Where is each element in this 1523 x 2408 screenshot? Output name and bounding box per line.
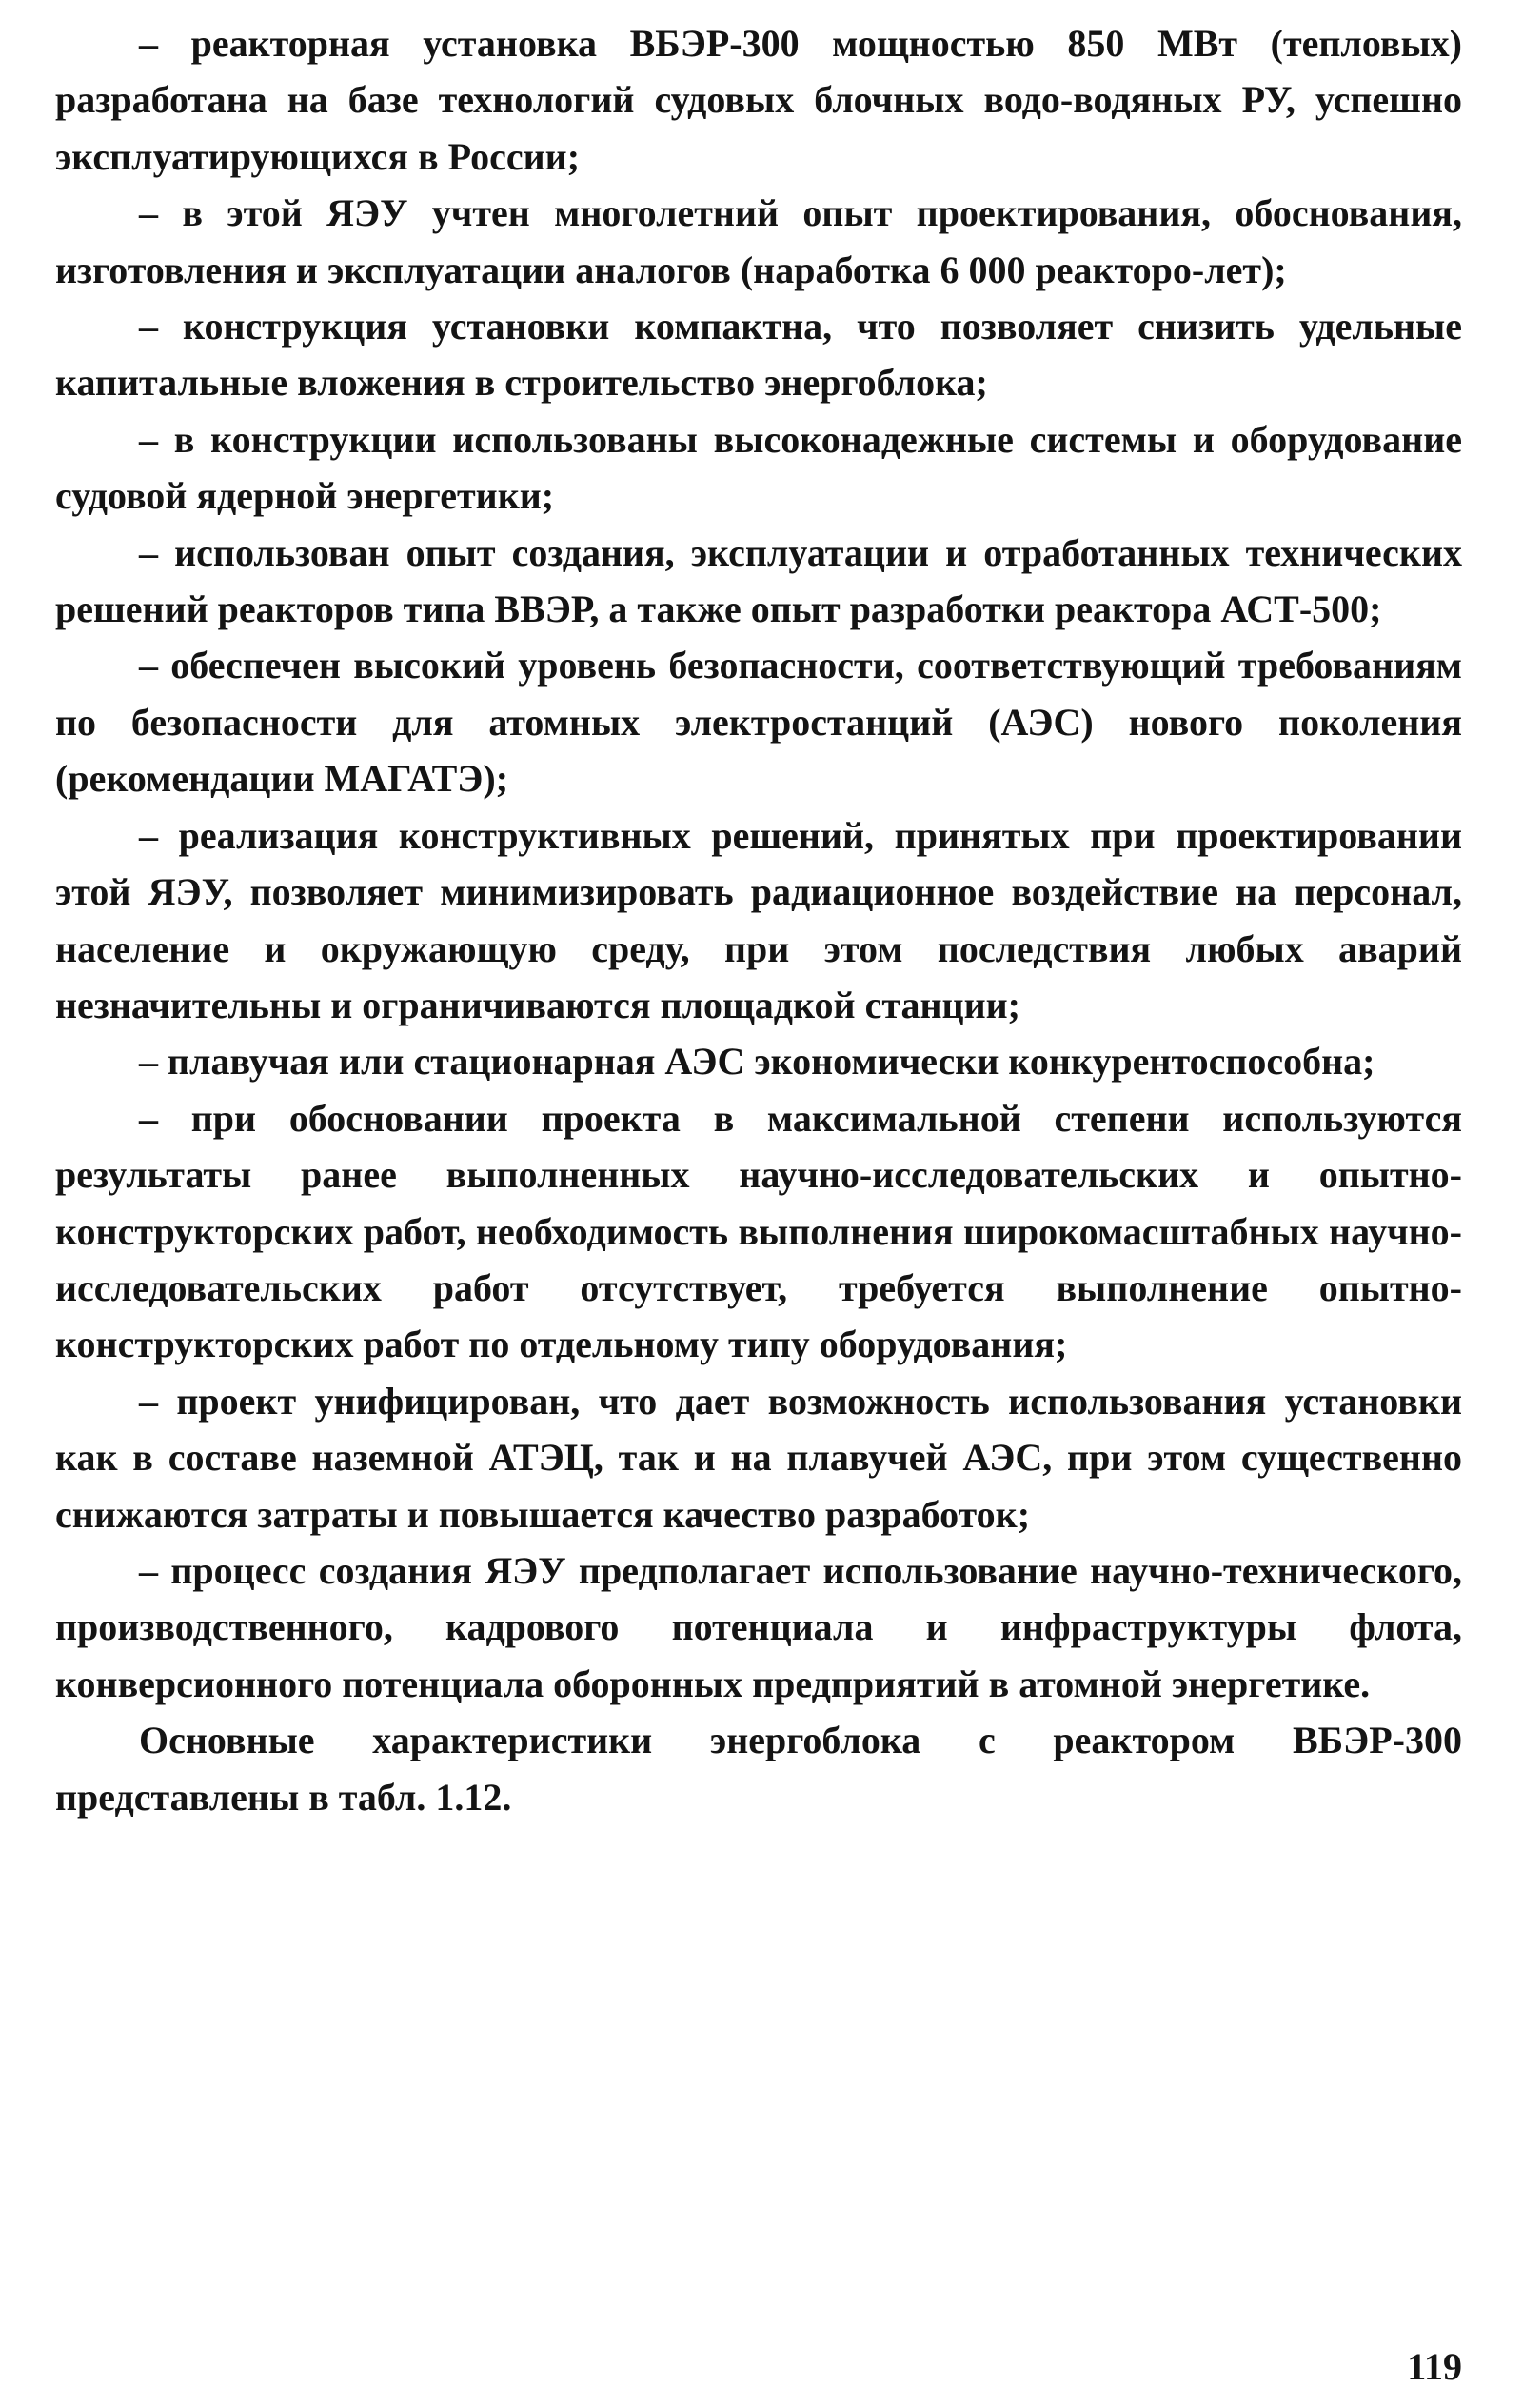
- paragraph-9: – при обосновании проекта в максимальной степени используются результаты ранее выполненных научно-исследовательских и опытно-конструкторских работ, необходимость выполнения широкомасштабных научно-исследовательских работ отсутствует, требуется выполнение опытно-конструкторских работ по отдельному типу оборудования;: [55, 1096, 1462, 1366]
- paragraph-8: – плавучая или стационарная АЭС экономически конкурентоспособна;: [139, 1040, 1375, 1084]
- body-text: [55, 15, 1462, 1825]
- paragraph-1: – реакторная установка ВБЭР-300 мощностью 850 МВт (тепловых) разработана на базе технологий судовых блочных водо-водяных РУ, успешно эксплуатирующихся в России;: [55, 22, 1462, 178]
- paragraph-7: – реализация конструктивных решений, принятых при проектировании этой ЯЭУ, позволяет минимизировать радиационное воздействие на персонал, население и окружающую среду, при этом последствия любых аварий незначительны и ограничиваются площадкой станции;: [55, 813, 1462, 1026]
- paragraph-12: Основные характеристики энергоблока с реактором ВБЭР-300 представлены в табл. 1.12.: [55, 1719, 1462, 1819]
- paragraph-11: – процесс создания ЯЭУ предполагает использование научно-технического, производственного, кадрового потенциала и инфраструктуры флота, конверсионного потенциала оборонных предприятий в атомной энергетике.: [55, 1548, 1462, 1705]
- paragraph-3: – конструкция установки компактна, что позволяет снизить удельные капитальные вложения в строительство энергоблока;: [55, 305, 1462, 405]
- paragraph-6: – обеспечен высокий уровень безопасности, соответствующий требованиям по безопасности для атомных электростанций (АЭС) нового поколения (рекомендации МАГАТЭ);: [55, 644, 1462, 801]
- page-number: 119: [1407, 2345, 1462, 2388]
- paragraph-4: – в конструкции использованы высоконадежные системы и оборудование судовой ядерной энергетики;: [55, 417, 1462, 518]
- paragraph-5: – использован опыт создания, эксплуатации и отработанных технических решений реакторов типа ВВЭР, а также опыт разработки реактора АСТ-500;: [55, 530, 1462, 631]
- paragraph-2: – в этой ЯЭУ учтен многолетний опыт проектирования, обоснования, изготовления и эксплуатации аналогов (наработка 6 000 реакторо-лет);: [55, 191, 1462, 291]
- paragraph-10: – проект унифицирован, что дает возможность использования установки как в составе наземной АТЭЦ, так и на плавучей АЭС, при этом существенно снижаются затраты и повышается качество разработок;: [55, 1379, 1462, 1536]
